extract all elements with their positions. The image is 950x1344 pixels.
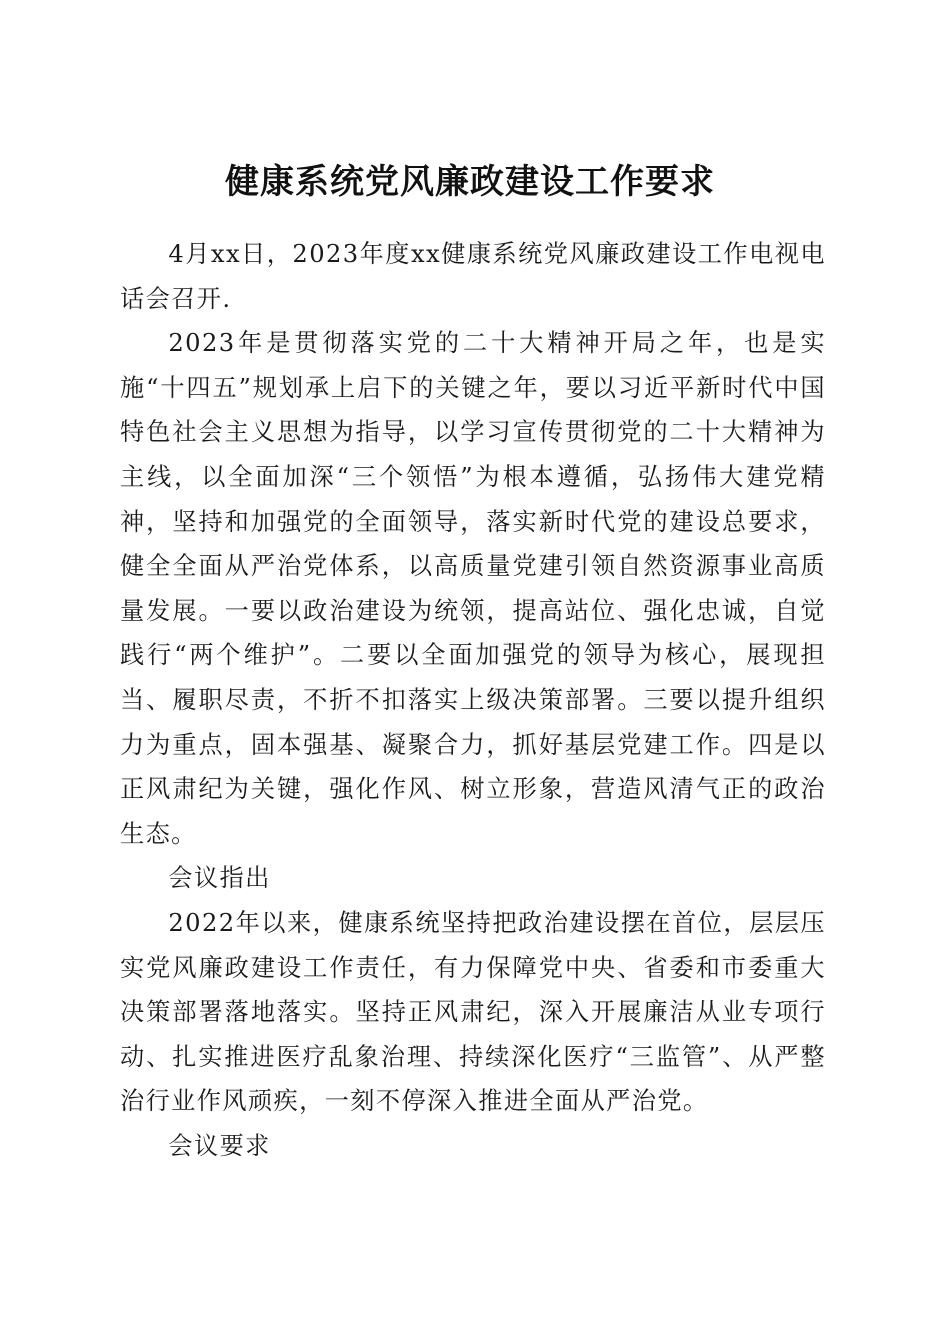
paragraph-work-requirements: 2023年是贯彻落实党的二十大精神开局之年，也是实施“十四五”规划承上启下的关键之年，要以习近平新时代中国特色社会主义思想为指导，以学习宣传贯彻党的二十大精神为主线，以全面加深“三个领悟”为根本遵循，弘扬伟大建党精神，坚持和加强党的全面领导，落实新时代党的建设总要求，健全全面从严治党体系，以高质量党建引领自然资源事业高质量发展。一要以政治建设为统领，提高站位、强化忠诚，自觉践行“两个维护”。二要以全面加强党的领导为核心，展现担当、履职尽责，不折不扣落实上级决策部署。三要以提升组织力为重点，固本强基、凝聚合力，抓好基层党建工作。四是以正风肃纪为关键，强化作风、树立形象，营造风清气正的政治生态。 xyxy=(120,329,826,848)
paragraph-achievements-2022: 2022年以来，健康系统坚持把政治建设摆在首位，层层压实党风廉政建设工作责任，有力保障党中央、省委和市委重大决策部署落地落实。坚持正风肃纪，深入开展廉洁从业专项行动、扎实推进医疗乱象治理、持续深化医疗“三监管”、从严整治行业作风顽疾，一刻不停深入推进全面从严治党。 xyxy=(120,908,826,1116)
paragraph-meeting-pointed-out: 会议指出 xyxy=(168,864,271,893)
document-body xyxy=(120,232,826,1168)
paragraph-meeting-notice: 4月xx日，2023年度xx健康系统党风廉政建设工作电视电话会召开. xyxy=(120,240,826,313)
document-title: 健康系统党风廉政建设工作要求 xyxy=(225,161,715,202)
paragraph-meeting-requires: 会议要求 xyxy=(168,1131,271,1160)
